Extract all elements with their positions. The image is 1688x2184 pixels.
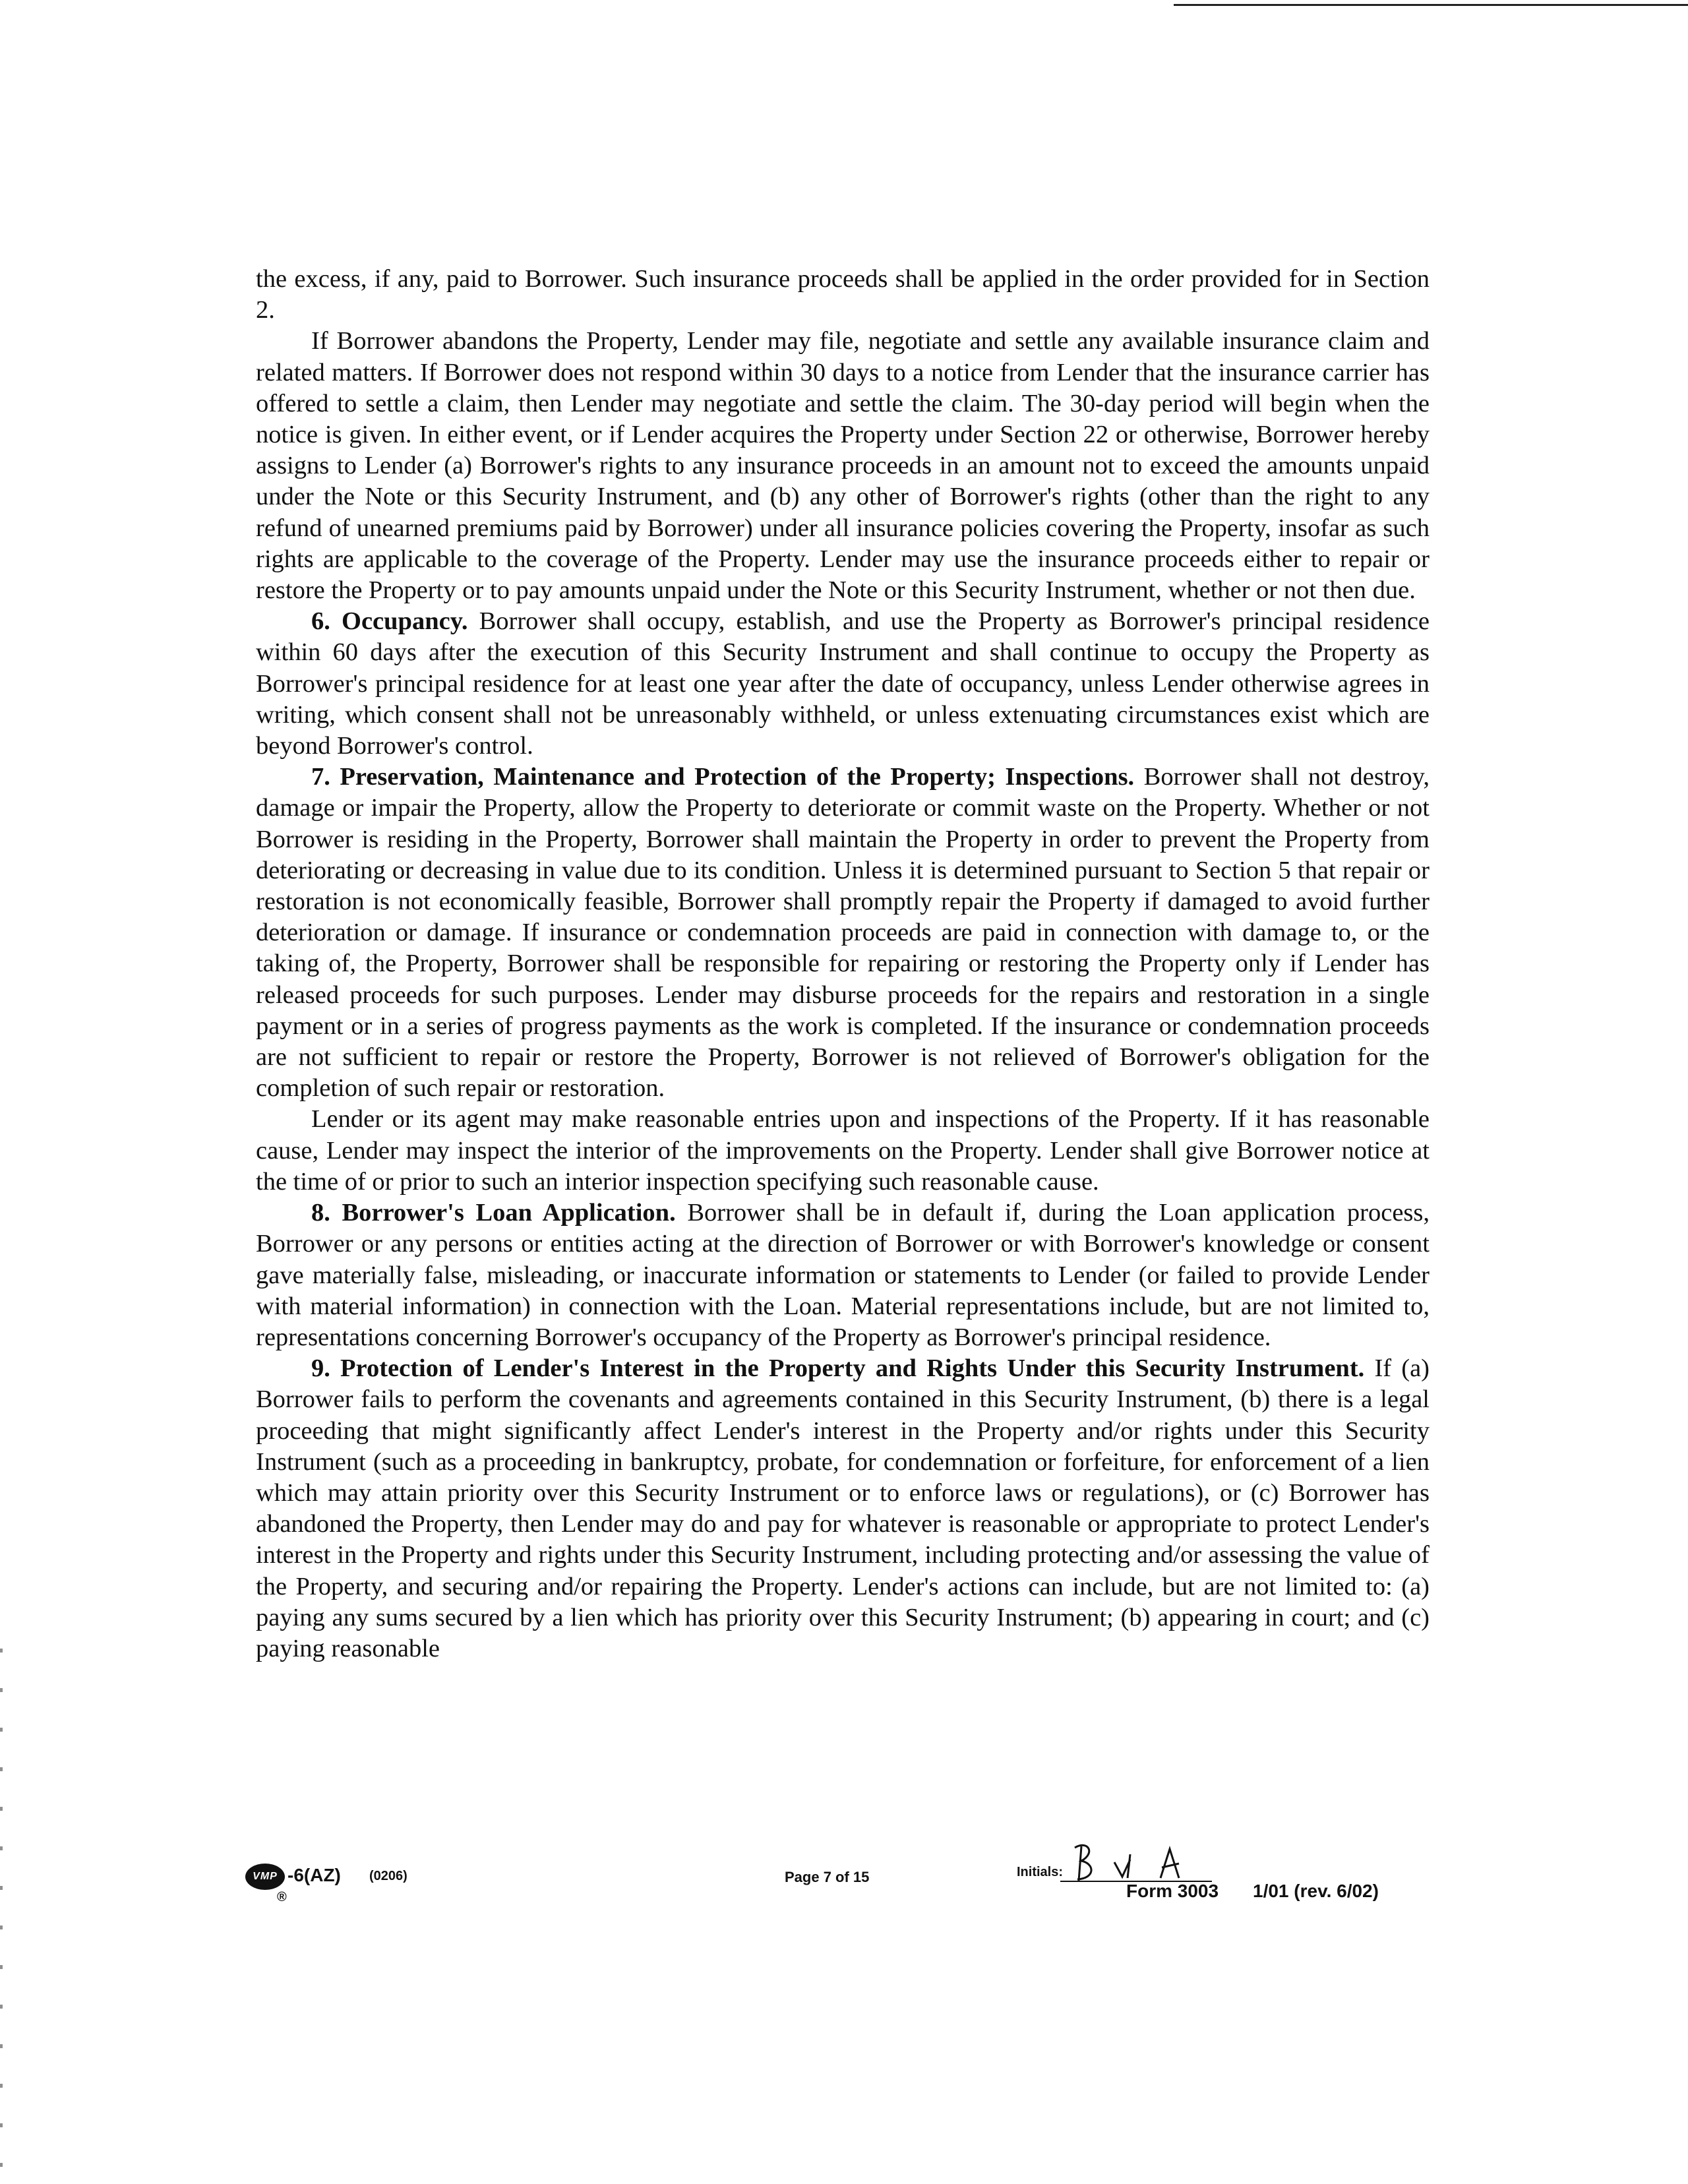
section-6-occupancy: [256, 606, 1430, 762]
paragraph-text: Borrower shall be in default if, during the Loan application process, Borrower or any persons or entities acting at the direction of Borrower or with Borrower's knowledge or consent gave materially false, misleading, or inaccurate information or statements to Lender (or failed to provide Lender with material information) in connection with the Loan. Material representations include, but are not limited to, representations concerning Borrower's occupancy of the Property as Borrower's principal residence.: [256, 1199, 1430, 1351]
section-heading: 8. Borrower's Loan Application.: [311, 1199, 676, 1227]
page-footer: [0, 1840, 1688, 1919]
section-heading: 9. Protection of Lender's Interest in the Property and Rights Under this Security Instrument.: [311, 1354, 1365, 1383]
section-9-protection: [256, 1353, 1430, 1664]
section-8-loan-application: [256, 1198, 1430, 1353]
paragraph-text: Borrower shall occupy, establish, and use the Property as Borrower's principal residence within 60 days after the execution of this Security Instrument and shall continue to occupy the Property as Borrower's principal residence for at least one year after the date of occupancy, unless Lender otherwise agrees in writing, which consent shall not be unreasonably withheld, or unless extenuating circumstances exist which are beyond Borrower's control.: [256, 607, 1430, 760]
document-body: [256, 264, 1430, 1664]
paragraph-insurance-excess: [256, 264, 1430, 326]
paragraph-text: Borrower shall not destroy, damage or impair the Property, allow the Property to deteriorate or commit waste on the Property. Whether or not Borrower is residing in the Property, Borrower shall maintain the Property in order to prevent the Property from deteriorating or decreasing in value due to its condition. Unless it is determined pursuant to Section 5 that repair or restoration is not economically feasible, Borrower shall promptly repair the Property if damaged to avoid further deterioration or damage. If insurance or condemnation proceeds are paid in connection with damage to, or the taking of, the Property, Borrower shall be responsible for repairing or restoring the Property only if Lender has released proceeds for such purposes. Lender may disburse proceeds for the repairs and restoration in a single payment or in a series of progress payments as the work is completed. If the insurance or condemnation proceeds are not sufficient to repair or restore the Property, Borrower is not relieved of Borrower's obligation for the completion of such repair or restoration.: [256, 763, 1430, 1103]
vmp-logo: VMP: [245, 1864, 285, 1890]
paragraph-text: the excess, if any, paid to Borrower. Such insurance proceeds shall be applied in the order provided for in Section 2.: [256, 265, 1430, 324]
section-heading: 6. Occupancy.: [311, 607, 468, 636]
registered-mark: ®: [277, 1890, 287, 1904]
form-code: -6(AZ): [287, 1865, 341, 1885]
form-revision: 1/01 (rev. 6/02): [1253, 1881, 1379, 1901]
paragraph-abandonment: [256, 326, 1430, 606]
section-heading: 7. Preservation, Maintenance and Protection of the Property; Inspections.: [311, 763, 1135, 791]
section-7-preservation: [256, 762, 1430, 1104]
paragraph-text: If (a) Borrower fails to perform the covenants and agreements contained in this Security Instrument, (b) there is a legal proceeding that might significantly affect Lender's interest in the Property and/or rights under this Security Instrument (such as a proceeding in bankruptcy, probate, for condemnation or forfeiture, for enforcement of a lien which may attain priority over this Security Instrument or to enforce laws or regulations), or (c) Borrower has abandoned the Property, then Lender may do and pay for whatever is reasonable or appropriate to protect Lender's interest in the Property and rights under this Security Instrument, including protecting and/or assessing the value of the Property, and securing and/or repairing the Property. Lender's actions can include, but are not limited to: (a) paying any sums secured by a lien which has priority over this Security Instrument; (b) appearing in court; and (c) paying reasonable: [256, 1354, 1430, 1662]
initials-signature: [1062, 1840, 1200, 1886]
paragraph-inspections: [256, 1104, 1430, 1198]
paragraph-text: If Borrower abandons the Property, Lender may file, negotiate and settle any available insurance claim and related matters. If Borrower does not respond within 30 days to a notice from Lender that the insurance carrier has offered to settle a claim, then Lender may negotiate and settle the claim. The 30-day period will begin when the notice is given. In either event, or if Lender acquires the Property under Section 22 or otherwise, Borrower hereby assigns to Lender (a) Borrower's rights to any insurance proceeds in an amount not to exceed the amounts unpaid under the Note or this Security Instrument, and (b) any other of Borrower's rights (other than the right to any refund of unearned premiums paid by Borrower) under all insurance policies covering the Property, insofar as such rights are applicable to the coverage of the Property. Lender may use the insurance proceeds either to repair or restore the Property or to pay amounts unpaid under the Note or this Security Instrument, whether or not then due.: [256, 327, 1430, 605]
initials-label: Initials:: [1017, 1865, 1064, 1879]
form-number: Form 3003: [1126, 1881, 1219, 1901]
paragraph-text: Lender or its agent may make reasonable entries upon and inspections of the Property. If it has reasonable cause, Lender may inspect the interior of the improvements on the Property. Lender shall give Borrower notice at the time of or prior to such an interior inspection specifying such reasonable cause.: [256, 1105, 1430, 1196]
form-date-code: (0206): [369, 1869, 407, 1883]
page-number: Page 7 of 15: [785, 1869, 870, 1885]
scan-edge-specks: [0, 1649, 3, 2176]
scan-border-line: [1174, 4, 1688, 6]
